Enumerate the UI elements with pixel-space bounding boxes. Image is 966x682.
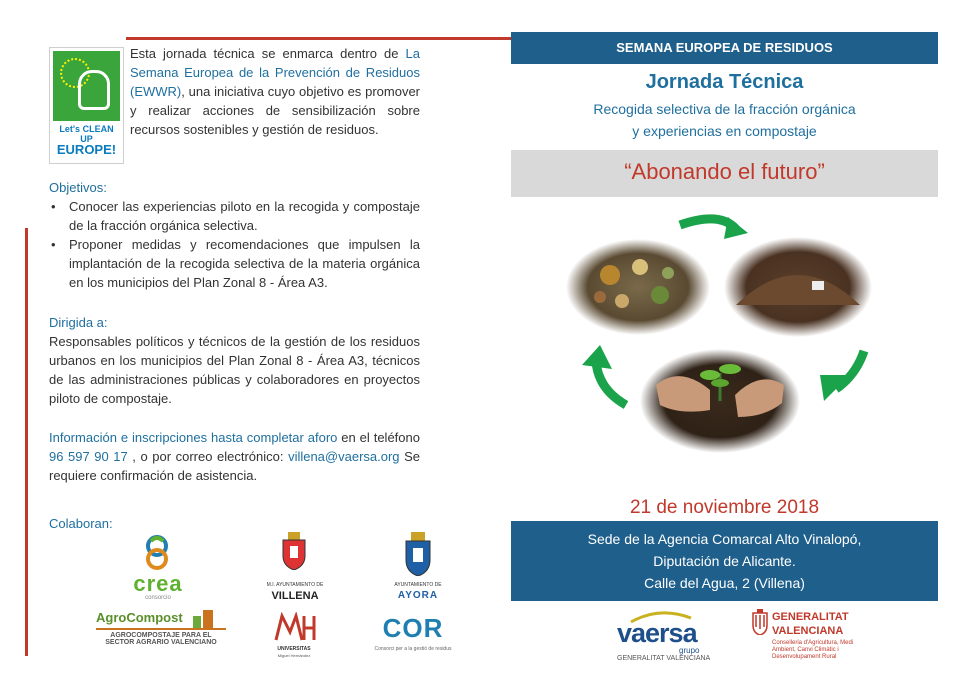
cor-sub: Consorci per a la gestió de residus	[374, 646, 452, 652]
phone-link[interactable]: 96 597 90 17	[49, 449, 128, 464]
venue-line-2: Diputación de Alicante.	[653, 553, 796, 569]
info-t3: Se requiere confirmación de asistencia.	[49, 449, 421, 483]
ewwr-link[interactable]: La Semana Europea de la Prevención de Residuos (EWWR)	[130, 46, 420, 99]
generalitat-line1: GENERALITAT	[772, 611, 849, 623]
cor-logo	[368, 613, 458, 659]
compost-cycle-illustration	[560, 205, 890, 465]
agrocompost-word: AgroCompost	[96, 610, 183, 625]
umh-small: UNIVERSITAS	[277, 646, 311, 652]
generalitat-logo	[752, 607, 872, 667]
umh-mark-icon	[272, 612, 316, 642]
venue-line-1: Sede de la Agencia Comarcal Alto Vinalopó,	[587, 531, 862, 547]
intro-after: , una iniciativa cuyo objetivo es promover y realizar acciones de sensibilización sobre recursos sostenibles y gestión de residuos.	[130, 84, 420, 137]
vaersa-gv: GENERALITAT VALENCIANA	[617, 655, 711, 662]
vaersa-word: vaersa	[617, 618, 697, 648]
ewwr-logo-line2: EUROPE!	[56, 142, 117, 157]
event-date: 21 de noviembre 2018	[629, 497, 820, 518]
dirigida-text: Responsables políticos y técnicos de la gestión de los residuos urbanos en los municipios del Plan Zonal 8 - Área A3, técnicos de las administraciones públicas y colaboradores en proyectos piloto de compostaje.	[49, 334, 420, 406]
info-paragraph	[49, 428, 420, 485]
agrocompost-bars-icon	[193, 608, 223, 628]
intro-before: Esta jornada técnica se enmarca dentro de	[130, 46, 406, 61]
hand-icon	[78, 70, 110, 110]
crea-word: crea	[133, 571, 183, 596]
agrocompost-logo	[96, 610, 226, 658]
villena-small: M.I. AYUNTAMIENTO DE	[266, 582, 324, 588]
event-title: Jornada Técnica	[645, 71, 804, 93]
umh-small2: Miguel Hernández	[277, 653, 311, 658]
objetivos-heading: Objetivos:	[49, 180, 107, 195]
ayora-logo	[385, 532, 451, 604]
dirigida-heading: Dirigida a:	[49, 315, 108, 330]
agrocompost-sub: AGROCOMPOSTAJE PARA EL SECTOR AGRARIO VALENCIANO	[96, 628, 226, 646]
ayora-shield-icon	[405, 532, 431, 576]
colaboran-heading: Colaboran:	[49, 516, 113, 531]
ayora-small: AYUNTAMIENTO DE	[394, 582, 442, 588]
vaersa-grupo: grupo	[679, 646, 700, 655]
banner-semana-europea: SEMANA EUROPEA DE RESIDUOS	[511, 32, 938, 64]
info-lead: Información e inscripciones hasta completar aforo	[49, 430, 338, 445]
intro-paragraph	[130, 44, 420, 139]
cor-word: COR	[382, 613, 444, 643]
villena-shield-icon	[281, 532, 307, 570]
crea-mark-icon	[143, 535, 171, 571]
compost-pile-photo	[724, 237, 872, 337]
vaersa-logo	[617, 608, 717, 666]
ewwr-logo-line1: Let's CLEAN UP	[59, 124, 114, 144]
cycle-arrow-left-head	[582, 345, 612, 369]
objetivo-item: • Proponer medidas y recomendaciones que impulsen la implantación de la recogida selectiva de la materia orgánica en los municipios del Plan Zonal 8 - Área A3.	[49, 235, 420, 292]
ewwr-logo	[49, 47, 124, 164]
objetivos-list	[49, 197, 420, 292]
crea-logo	[125, 535, 191, 605]
event-quote: “Abonando el futuro”	[624, 159, 825, 184]
venue-line-3: Calle del Agua, 2 (Villena)	[644, 575, 805, 591]
umh-logo	[268, 612, 320, 664]
generalitat-line2: VALENCIANA	[772, 625, 844, 637]
villena-big: VILLENA	[271, 590, 319, 602]
top-red-rule	[126, 37, 546, 40]
info-t2: , o por correo electrónico:	[127, 449, 289, 464]
cycle-arrow-top-head	[724, 217, 748, 239]
hands-planting-photo	[640, 349, 800, 453]
objetivo-item: • Conocer las experiencias piloto en la recogida y compostaje de la fracción orgánica selectiva.	[49, 197, 420, 235]
left-red-rule	[25, 228, 28, 656]
villena-logo	[255, 532, 335, 604]
crea-sub: consorcio	[145, 595, 171, 601]
organic-waste-photo	[566, 239, 710, 335]
generalitat-line3: Conselleria d'Agricultura, Medi Ambient, Canvi Climàtic i Desenvolupament Rural	[772, 640, 854, 660]
event-subtitle-2: y experiencias en compostaje	[632, 123, 817, 139]
email-link[interactable]: villena@vaersa.org	[288, 449, 400, 464]
event-subtitle-1: Recogida selectiva de la fracción orgánica	[593, 101, 856, 117]
info-t1: en el teléfono	[337, 430, 420, 445]
ayora-big: AYORA	[397, 590, 439, 601]
generalitat-crest-icon	[752, 609, 768, 635]
cycle-arrow-right-head	[820, 375, 850, 401]
